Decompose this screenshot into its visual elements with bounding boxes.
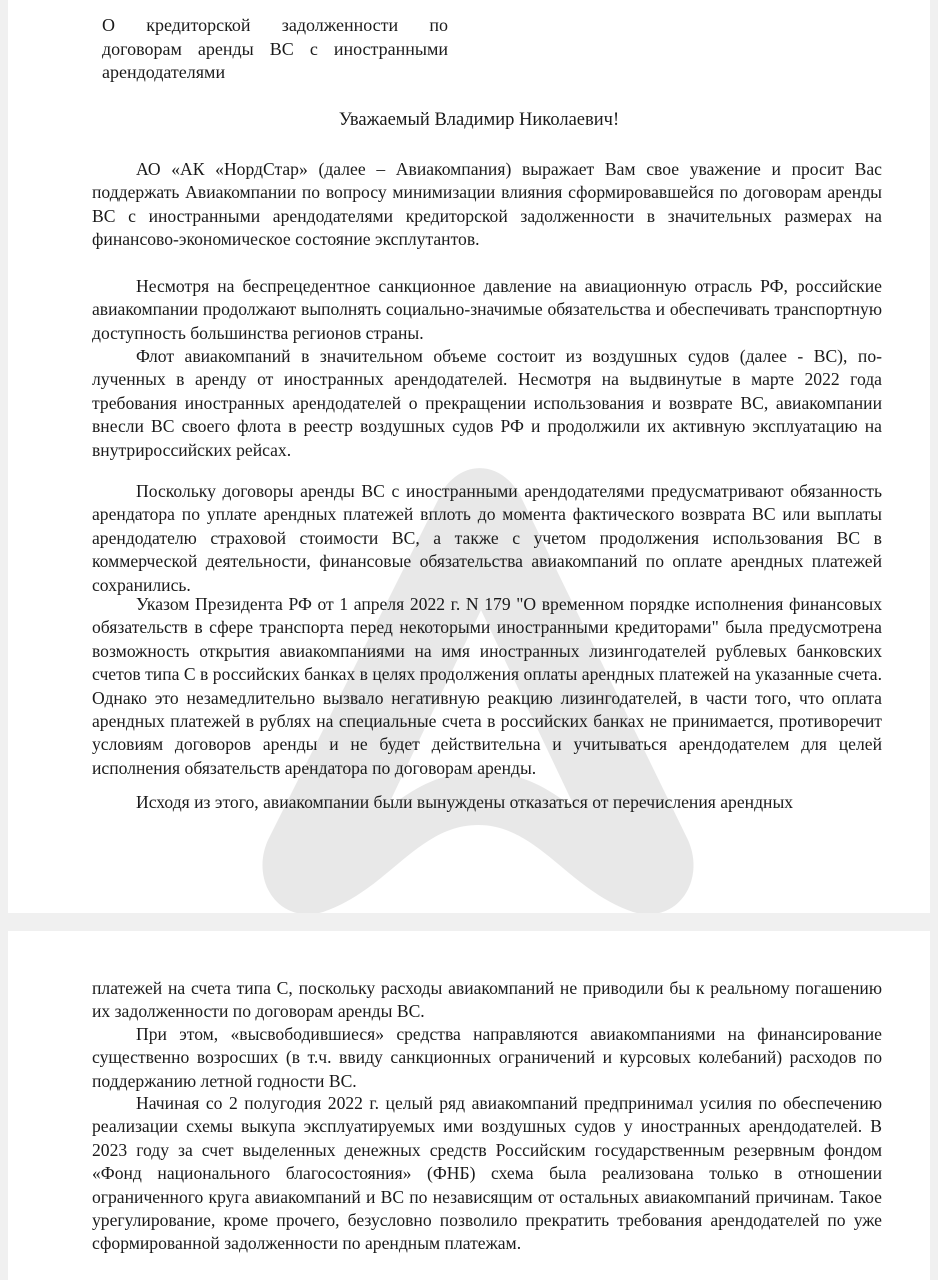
paragraph-request: АО «АК «НордСтар» (далее – Авиакомпания) выражает Вам свое уважение и просит Вас поддержать Авиакомпании по вопросу минимизации влияния сформировавшейся по договорам аренды ВС с иностранными арендодателями кредиторской задолженности в значительных размерах на финансово-экономическое состояние эксплутантов. — [92, 159, 882, 250]
paragraph-sanctions: Несмотря на беспрецедентное санкционное давление на авиационную отрасль РФ, российские авиакомпании продолжают выполнять социально-значимые обязательства и обеспечивать транспортную доступность большинства регионов страны. — [92, 276, 882, 343]
paragraph-released-funds: При этом, «высвободившиеся» средства направляются авиакомпаниями на финансирование существенно возросших (в т.ч. ввиду санкционных ограничений и курсовых колебаний) расходов по поддержанию летной годности ВС. — [92, 1024, 882, 1091]
paragraph-lease-obligations: Поскольку договоры аренды ВС с иностранными арендодателями предусматривают обязанность арендатора по уплате арендных платежей вплоть до момента фактического возврата ВС или выплаты арендодателю страховой стоимости ВС, а также с учетом продолжения использования ВС в коммерческой деятельности, финансовые обязательства авиакомпаний по оплате арендных платежей сохранились. — [92, 481, 882, 595]
letter-subject: О кредиторской задолженности по договорам аренды ВС с иностранными арендодателями — [102, 15, 448, 82]
paragraph-presidential-decree: Указом Президента РФ от 1 апреля 2022 г. N 179 "О временном порядке исполнения финансовых обязательств в сфере транспорта перед некоторыми иностранными кредиторами" была предусмотрена возможность открытия авиакомпаниями на имя иностранных лизингодателей рублевых банковских счетов типа С в российских банках в целях продолжения оплаты арендных платежей на указанные счета. Однако это незамедлительно вызвало негативную реакцию лизингодателей, в части того, что оплата арендных платежей в рублях на специальные счета в российских банках не принимается, противоречит условиям договоров аренды и не будет действительна и учитываться арендодателем для целей исполнения обязательств арендатора по договорам аренды. — [92, 594, 882, 778]
document-page-1 — [8, 0, 930, 913]
document-page-2 — [8, 931, 930, 1280]
paragraph-fleet: Флот авиакомпаний в значительном объеме состоит из воздушных судов (далее - ВС), по- лученных в аренду от иностранных арендодателей. Несмотря на выдвинутые в марте 2022 года требования иностранных арендодателей о прекращении использования и возврате ВС, авиакомпании внесли ВС своего флота в реестр воздушных судов РФ и продолжили их активную эксплуатацию на внутрироссийских рейсах. — [92, 346, 882, 460]
paragraph-buyout-scheme: Начиная со 2 полугодия 2022 г. целый ряд авиакомпаний предпринимал усилия по обеспечению реализации схемы выкупа эксплуатируемых ими воздушных судов у иностранных арендодателей. В 2023 году за счет выделенных денежных средств Российским государственным резервным фондом «Фонд национального благосостояния» (ФНБ) схема была реализована только в отношении ограниченного круга авиакомпаний и ВС по независящим от остальных авиакомпаний причинам. Такое урегулирование, кроме прочего, безусловно позволило прекратить требования арендодателей по уже сформированной задолженности по арендным платежам. — [92, 1093, 882, 1254]
letter-salutation: Уважаемый Владимир Николаевич! — [338, 110, 620, 130]
paragraph-refusal: Исходя из этого, авиакомпании были вынуждены отказаться от перечисления арендных — [136, 792, 794, 812]
paragraph-refusal-continued: платежей на счета типа С, поскольку расходы авиакомпаний не приводили бы к реальному погашению их задолженности по договорам аренды ВС. — [92, 978, 882, 1022]
